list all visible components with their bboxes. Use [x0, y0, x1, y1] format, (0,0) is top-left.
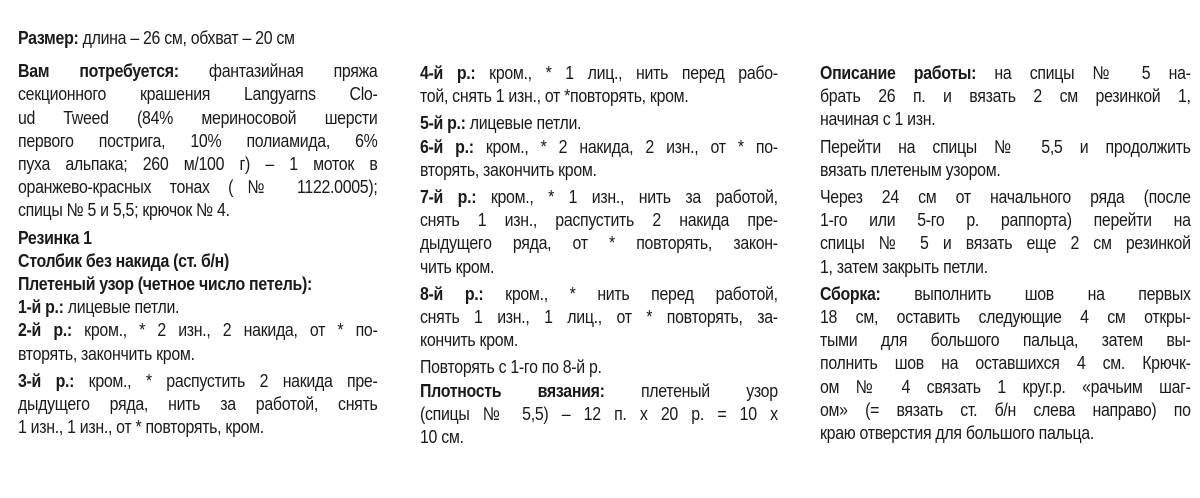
gauge-text: 10 см. [420, 426, 464, 448]
row-5 [420, 111, 778, 134]
assembly-text: выполнить шов на первых [880, 282, 1191, 304]
description-text: спицы № 5 и вязать еще 2 см резинкой [820, 232, 1191, 254]
assembly-text: ом № 4 связать 1 круг.р. «рачьим шаг- [820, 375, 1191, 397]
row-8 [420, 282, 778, 352]
row-5-label: 5-й р.: [420, 112, 466, 134]
description-text: Через 24 см от начального ряда (после [820, 186, 1191, 208]
assembly-text: 18 см, оставить следующие 4 см откры- [820, 306, 1191, 328]
row-1-label: 1-й р.: [18, 296, 64, 318]
row-2-text: кром., * 2 изн., 2 накида, от * по- [71, 319, 378, 341]
row-8-text: кончить кром. [420, 329, 519, 351]
heading-rib: Резинка 1 [18, 226, 92, 248]
row-3 [18, 369, 377, 439]
headings-block [18, 226, 377, 296]
row-4-label: 4-й р.: [420, 62, 476, 83]
repeat-paragraph [420, 355, 778, 378]
assembly-text: полнить шов на оставшихся 4 см. Крючк- [820, 352, 1191, 374]
row-7-text: дыдущего ряда, от * повторять, закон- [420, 232, 778, 254]
heading-braid-pattern: Плетеный узор (четное число петель): [18, 273, 313, 295]
assembly-label: Сборка: [820, 282, 881, 304]
row-2-text: вторять, закончить кром. [18, 342, 195, 364]
row-7 [420, 185, 778, 278]
assembly-paragraph [820, 282, 1191, 444]
row-2-label: 2-й р.: [18, 319, 72, 341]
materials-line: фантазийная пряжа [178, 60, 378, 82]
materials-line: спицы № 5 и 5,5; крючок № 4. [18, 199, 230, 221]
row-7-label: 7-й р.: [420, 186, 477, 208]
size-label: Размер: [18, 27, 79, 48]
row-8-text: снять 1 изн., 1 лиц., от * повторять, за- [420, 306, 778, 328]
materials-line: секционного крашения Langyarns Clo- [18, 83, 378, 105]
column-right [820, 61, 1191, 448]
description-text: вязать плетеным узором. [820, 158, 1001, 180]
column-left [18, 26, 377, 442]
gauge-paragraph [420, 379, 778, 449]
assembly-text: ом» (= вязать ст. б/н слева направо) по [820, 398, 1191, 420]
description-label: Описание работы: [820, 62, 977, 83]
row-7-text: чить кром. [420, 255, 495, 277]
row-4 [420, 61, 778, 107]
gauge-label: Плотность вязания: [420, 379, 605, 401]
row-4-text: кром., * 1 лиц., нить перед рабо- [475, 62, 778, 83]
row-3-text: кром., * распустить 2 накида пре- [74, 369, 378, 391]
gauge-text: плетеный узор [604, 379, 778, 401]
row-6 [420, 135, 778, 181]
row-3-text: дыдущего ряда, нить за работой, снять [18, 393, 378, 415]
materials-line: оранжево-красных тонах (№ 1122.0005); [18, 176, 378, 198]
materials-line: ud Tweed (84% мериносовой шерсти [18, 106, 378, 128]
row-3-text: 1 изн., 1 изн., от * повторять, кром. [18, 416, 264, 438]
row-2 [18, 318, 377, 364]
description-paragraph-1 [820, 61, 1191, 131]
assembly-text: тыми для большого пальца, затем вы- [820, 329, 1191, 351]
description-text: брать 26 п. и вязать 2 см резинкой 1, [820, 85, 1191, 107]
description-text: начиная с 1 изн. [820, 108, 936, 130]
description-text: Перейти на спицы № 5,5 и продолжить [820, 135, 1191, 157]
row-1 [18, 295, 377, 318]
row-6-label: 6-й р.: [420, 135, 474, 157]
column-middle [420, 61, 778, 452]
repeat-text: Повторять с 1-го по 8-й р. [420, 356, 602, 378]
materials-line: пуха альпака; 260 м/100 г) – 1 моток в [18, 153, 378, 175]
row-7-text: кром., * 1 изн., нить за работой, [476, 186, 778, 208]
row-8-text: кром., * нить перед работой, [483, 282, 778, 304]
gauge-text: (спицы № 5,5) – 12 п. х 20 р. = 10 х [420, 402, 778, 424]
size-paragraph [18, 26, 377, 49]
description-paragraph-3 [820, 185, 1191, 278]
description-text: 1, затем закрыть петли. [820, 255, 988, 277]
row-6-text: кром., * 2 накида, 2 изн., от * по- [473, 135, 778, 157]
description-text: на спицы № 5 на- [976, 62, 1191, 83]
heading-single-crochet: Столбик без накида (ст. б/н) [18, 249, 229, 271]
row-5-text: лицевые петли. [465, 112, 582, 134]
row-7-text: снять 1 изн., распустить 2 накида пре- [420, 209, 778, 231]
row-3-label: 3-й р.: [18, 369, 75, 391]
assembly-text: краю отверстия для большого пальца. [820, 422, 1094, 444]
size-text: длина – 26 см, обхват – 20 см [78, 27, 295, 48]
row-4-text: той, снять 1 изн., от *повторять, кром. [420, 85, 689, 107]
materials-label: Вам потребуется: [18, 60, 179, 82]
materials-line: первого пострига, 10% полиамида, 6% [18, 129, 378, 151]
row-8-label: 8-й р.: [420, 282, 484, 304]
description-paragraph-2 [820, 135, 1191, 181]
row-1-text: лицевые петли. [63, 296, 180, 318]
description-text: 1-го или 5-го р. раппорта) перейти на [820, 209, 1191, 231]
row-6-text: вторять, закончить кром. [420, 158, 597, 180]
materials-paragraph [18, 59, 377, 221]
